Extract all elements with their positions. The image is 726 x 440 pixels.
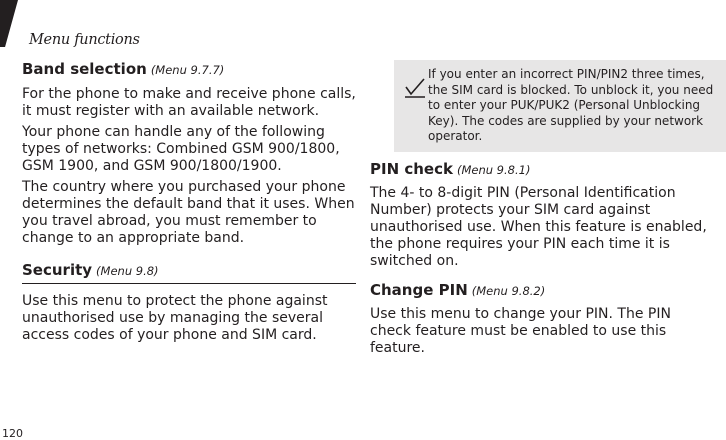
security-menu-ref: (Menu 9.8) <box>96 264 159 278</box>
pin-check-section <box>370 160 726 179</box>
band-selection-para-1: For the phone to make and receive phone calls, it must register with an available network. <box>22 86 356 119</box>
security-heading: Security (Menu 9.8) <box>22 261 159 279</box>
band-selection-heading: Band selection (Menu 9.7.7) <box>22 60 225 78</box>
band-selection-menu-ref: (Menu 9.7.7) <box>150 63 225 77</box>
note-text: If you enter an incorrect PIN/PIN2 three times, the SIM card is blocked. To unblock it, you need to enter your PUK/PUK2 (Personal Unblocking Key). The codes are supplied by your network operator. <box>428 67 714 143</box>
change-pin-heading: Change PIN (Menu 9.8.2) <box>370 281 546 299</box>
change-pin-para-1: Use this menu to change your PIN. The PIN check feature must be enabled to use this feature. <box>370 306 671 356</box>
pin-check-para-1: The 4- to 8-digit PIN (Personal Identification Number) protects your SIM card against unauthorised use. When this feature is enabled, the phone requires your PIN each time it is switched on. <box>370 185 707 269</box>
band-selection-para-2: Your phone can handle any of the following types of networks: Combined GSM 900/1800, GSM 1900, and GSM 900/1800/1900. <box>22 124 340 174</box>
security-divider <box>22 283 356 284</box>
band-selection-section <box>22 60 362 79</box>
page-number: 120 <box>2 427 23 440</box>
band-selection-para-3: The country where you purchased your phone determines the default band that it uses. When you travel abroad, you must remember to change to an appropriate band. <box>22 179 355 246</box>
pin-check-heading: PIN check (Menu 9.8.1) <box>370 160 531 178</box>
checkmark-note-icon <box>404 76 426 98</box>
security-para-1: Use this menu to protect the phone against unauthorised use by managing the several access codes of your phone and SIM card. <box>22 293 328 343</box>
page-header-title: Menu functions <box>29 32 140 48</box>
change-pin-section <box>370 281 726 300</box>
security-section <box>22 261 362 280</box>
note-box <box>394 60 726 152</box>
header-bar <box>0 0 18 47</box>
pin-check-menu-ref: (Menu 9.8.1) <box>456 163 531 177</box>
change-pin-menu-ref: (Menu 9.8.2) <box>471 284 546 298</box>
